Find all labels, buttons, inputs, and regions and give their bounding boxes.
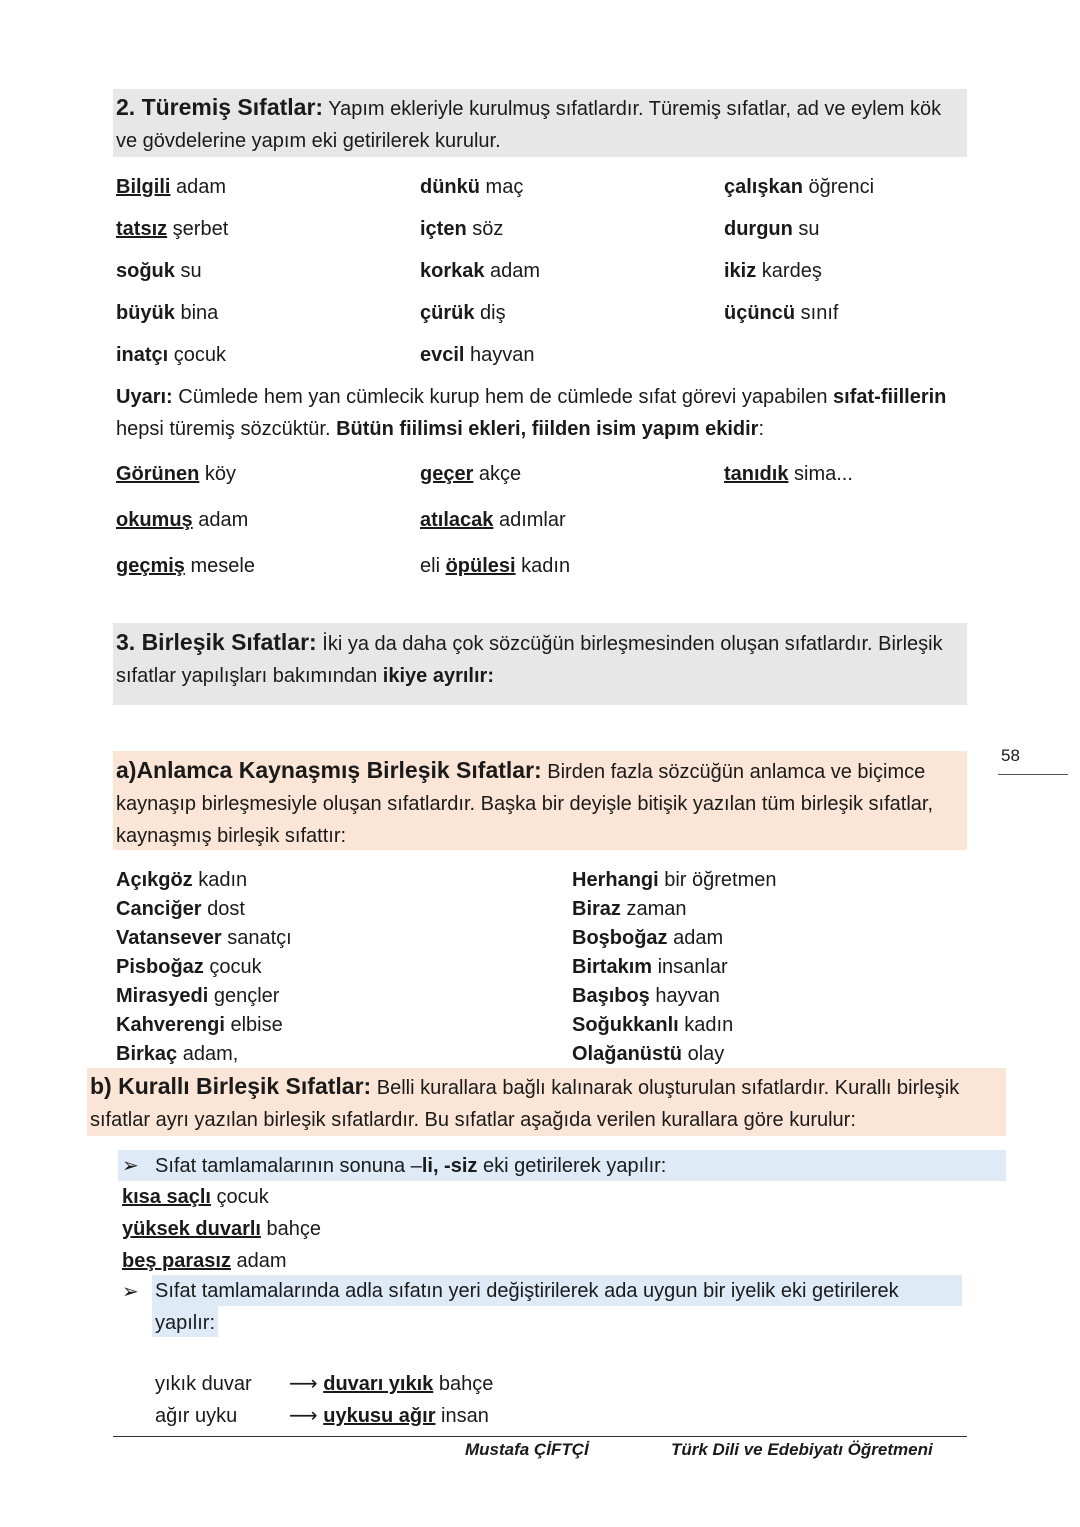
sectionB-title: b) Kurallı Birleşik Sıfatlar: (90, 1073, 372, 1099)
footer-author: Mustafa ÇİFTÇİ (465, 1440, 589, 1459)
list-item: çürük diş (420, 302, 506, 324)
list-item: Kahverengi elbise (116, 1014, 283, 1036)
arrow-icon: ⟶ (289, 1405, 318, 1427)
rule1-examples (122, 1181, 321, 1277)
list-item: Birkaç adam, (116, 1043, 239, 1065)
list-item: Olağanüstü olay (572, 1043, 725, 1065)
compound-adjectives-left (116, 866, 292, 1069)
rule2-text: Sıfat tamlamalarında adla sıfatın yeri değiştirilerek ada uygun bir iyelik eki getirilerek yapılır: (155, 1280, 899, 1334)
list-item: inatçı çocuk (116, 344, 227, 366)
list-item: yüksek duvarlı bahçe (122, 1218, 322, 1240)
arrow-icon: ⟶ (289, 1373, 318, 1395)
rule1-text: Sıfat tamlamalarının sonuna –li, -siz eki getirilerek yapılır: (155, 1155, 667, 1177)
list-item: Açıkgöz kadın (116, 869, 248, 891)
list-item: Biraz zaman (572, 898, 687, 920)
list-item: geçer akçe (420, 463, 522, 485)
rule2-bullet-icon: ➢ (122, 1281, 139, 1303)
list-item: Boşboğaz adam (572, 927, 724, 949)
warning-label: Uyarı: (116, 386, 173, 408)
section2-desc: Yapım ekleriyle kurulmuş sıfatlardır. Türemiş sıfatlar, ad ve eylem kök ve gövdelerine yapım eki getirilerek kurulur. (116, 98, 942, 152)
list-item: tanıdık sima... (724, 463, 853, 485)
page-number-rule (998, 774, 1068, 775)
warning-note: Uyarı: Cümlede hem yan cümlecik kurup hem de cümlede sıfat görevi yapabilen sıfat-fiillerin hepsi türemiş sözcüktür. Bütün fiilimsi ekleri, fiilden isim yapım ekidir: (116, 386, 947, 440)
list-item: ağır uyku ⟶ uykusu ağır insan (155, 1405, 489, 1427)
list-item: beş parasız adam (122, 1250, 287, 1272)
list-item: çalışkan öğrenci (724, 176, 875, 198)
list-item: yıkık duvar ⟶ duvarı yıkık bahçe (155, 1373, 494, 1395)
list-item: büyük bina (116, 302, 219, 324)
list-item: atılacak adımlar (420, 509, 566, 531)
footer-role: Türk Dili ve Edebiyatı Öğretmeni (671, 1440, 933, 1459)
list-item: eli öpülesi kadın (420, 555, 571, 577)
list-item: tatsız şerbet (116, 218, 229, 240)
page-number: 58 (1001, 746, 1020, 765)
list-item: evcil hayvan (420, 344, 535, 366)
list-item: Görünen köy (116, 463, 237, 485)
list-item: Birtakım insanlar (572, 956, 728, 978)
sectionB-text: b) Kurallı Birleşik Sıfatlar: Belli kurallara bağlı kalınarak oluşturulan sıfatlardır. Kurallı birleşik sıfatlar ayrı yazılan birleşik sıfatlardır. Bu sıfatlar aşağıda verilen kurallara göre kurulur: (90, 1073, 960, 1131)
section2-title: 2. Türemiş Sıfatlar: (116, 94, 324, 120)
list-item: Vatansever sanatçı (116, 927, 292, 949)
list-item: kısa saçlı çocuk (122, 1186, 269, 1208)
rule2-examples (155, 1368, 493, 1432)
list-item: durgun su (724, 218, 820, 240)
list-item: Soğukkanlı kadın (572, 1014, 734, 1036)
compound-adjectives-right (572, 866, 777, 1069)
list-item: Canciğer dost (116, 898, 245, 920)
list-item: içten söz (420, 218, 504, 240)
list-item: geçmiş mesele (116, 555, 255, 577)
section3-text: 3. Birleşik Sıfatlar: İki ya da daha çok sözcüğün birleşmesinden oluşan sıfatlardır. Birleşik sıfatlar yapılışları bakımından ikiye ayrılır: (116, 629, 943, 687)
sectionA-title: a)Anlamca Kaynaşmış Birleşik Sıfatlar: (116, 757, 542, 783)
list-item: korkak adam (420, 260, 541, 282)
list-item: ikiz kardeş (724, 260, 822, 282)
list-item: Bilgili adam (116, 176, 227, 198)
list-item: okumuş adam (116, 509, 249, 531)
list-item: Pisboğaz çocuk (116, 956, 262, 978)
footer-rule (113, 1436, 967, 1437)
list-item: üçüncü sınıf (724, 302, 839, 324)
list-item: Mirasyedi gençler (116, 985, 280, 1007)
list-item: Başıboş hayvan (572, 985, 720, 1007)
list-item: dünkü maç (420, 176, 524, 198)
list-item: soğuk su (116, 260, 202, 282)
section2-text (116, 91, 964, 157)
list-item: Herhangi bir öğretmen (572, 869, 777, 891)
rule1-bullet-icon: ➢ (122, 1155, 139, 1177)
sectionA-text: a)Anlamca Kaynaşmış Birleşik Sıfatlar: Birden fazla sözcüğün anlamca ve biçimce kaynaşıp birleşmesiyle oluşan sıfatlardır. Başka bir deyişle bitişik yazılan tüm birleşik sıfatlar, kaynaşmış birleşik sıfattır: (116, 757, 934, 847)
section3-title: 3. Birleşik Sıfatlar: (116, 629, 317, 655)
